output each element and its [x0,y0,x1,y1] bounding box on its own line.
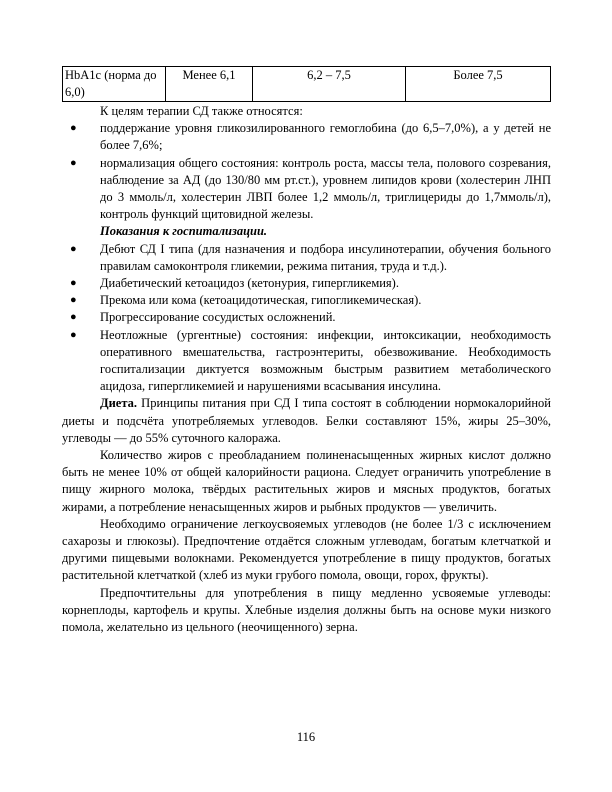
list-item [62,155,551,224]
bullet-icon: ● [70,156,77,169]
bullet-icon: ● [70,277,77,290]
slow-carbs-paragraph: Предпочтительны для употребления в пищу медленно усвояемые углеводы: корнеплоды, картофель и крупы. Хлебные изделия должны быть на основе муки низкого помола, желательно из цельного (неочищенного) зерна. [62,585,551,635]
table-row [63,67,551,102]
list-item [62,309,551,326]
list-item [62,120,551,154]
bullet-icon: ● [70,328,77,341]
list-item [62,292,551,309]
bullet-icon: ● [70,311,77,324]
page-number: 116 [296,730,316,744]
list-item-text: Прогрессирование сосудистых осложнений. [100,310,336,325]
list-item-text: Прекома или кома (кетоацидотическая, гипогликемическая). [100,293,422,308]
list-item-text: Диабетический кетоацидоз (кетонурия, гипергликемия). [100,276,399,291]
list-item-text: поддержание уровня гликозилированного гемоглобина (до 6,5–7,0%), а у детей не более 7,6%; [100,121,551,153]
bullet-icon: ● [70,242,77,255]
bullet-icon: ● [70,294,77,307]
bullet-icon: ● [70,122,77,135]
goals-intro: К целям терапии СД также относятся: [100,104,303,118]
list-item-text: нормализация общего состояния: контроль роста, массы тела, полового созревания, наблюдение за АД (до 130/80 мм рт.ст.), уровнем липидов крови (холестерин ЛНП до 3 ммоль/л, холестерин ЛВП более 1,2 ммоль/л, триглицериды до 1,7ммоль/л), контроль функций щитовидной железы. [100,155,551,222]
diet-label: Диета. [100,396,138,411]
table-cell-good: Менее 6,1 [166,67,253,102]
diet-text: Принципы питания при СД I типа состоят в соблюдении нормокалорийной диеты и подсчёта употребляемых углеводов. Белки составляют 15%, жиры 25–30%, углеводы — до 55% суточного калоража. [62,396,551,445]
list-item [62,241,551,275]
goals-list [62,120,551,223]
table-cell-poor: Более 7,5 [406,67,551,102]
diet-paragraph [62,395,551,447]
list-item [62,275,551,292]
hospitalization-heading: Показания к госпитализации. [100,224,268,239]
list-item-text: Дебют СД I типа (для назначения и подбора инсулинотерапии, обучения больного правилам самоконтроля гликемии, режима питания, труда и т.д.). [100,241,551,273]
list-item [62,327,551,396]
carbs-paragraph: Необходимо ограничение легкоусвояемых углеводов (не более 1/3 с исключением сахарозы и глюкозы). Предпочтение отдаётся сложным углеводам, богатым клетчаткой и другими пищевыми волокнами. Рекомендуется употребление в пищу продуктов, богатых растительной клетчаткой (хлеб из муки грубого помола, овощи, горох, фрукты). [62,516,551,583]
fats-paragraph: Количество жиров с преобладанием полиненасыщенных жирных кислот должно быть не менее 10% от общей калорийности рациона. Следует ограничить употребление в пищу жирного молока, твёрдых растительных жиров и мясных продуктов, богатых жирами, а потребление ненасыщенных жиров и рыбных продуктов — увеличить. [62,448,551,514]
hba1c-table [62,66,551,102]
hospitalization-list [62,241,551,396]
page-content [62,66,551,636]
list-item-text: Неотложные (ургентные) состояния: инфекции, интоксикации, необходимость оперативного вмешательства, гастроэнтериты, обезвоживание. Необходимость госпитализации диктуется возможным быстрым развитием метаболического ацидоза, гипергликемией и нарушениями всасывания инсулина. [100,327,551,394]
table-cell-label: HbA1c (норма до 6,0) [63,67,166,102]
table-cell-moderate: 6,2 – 7,5 [253,67,406,102]
